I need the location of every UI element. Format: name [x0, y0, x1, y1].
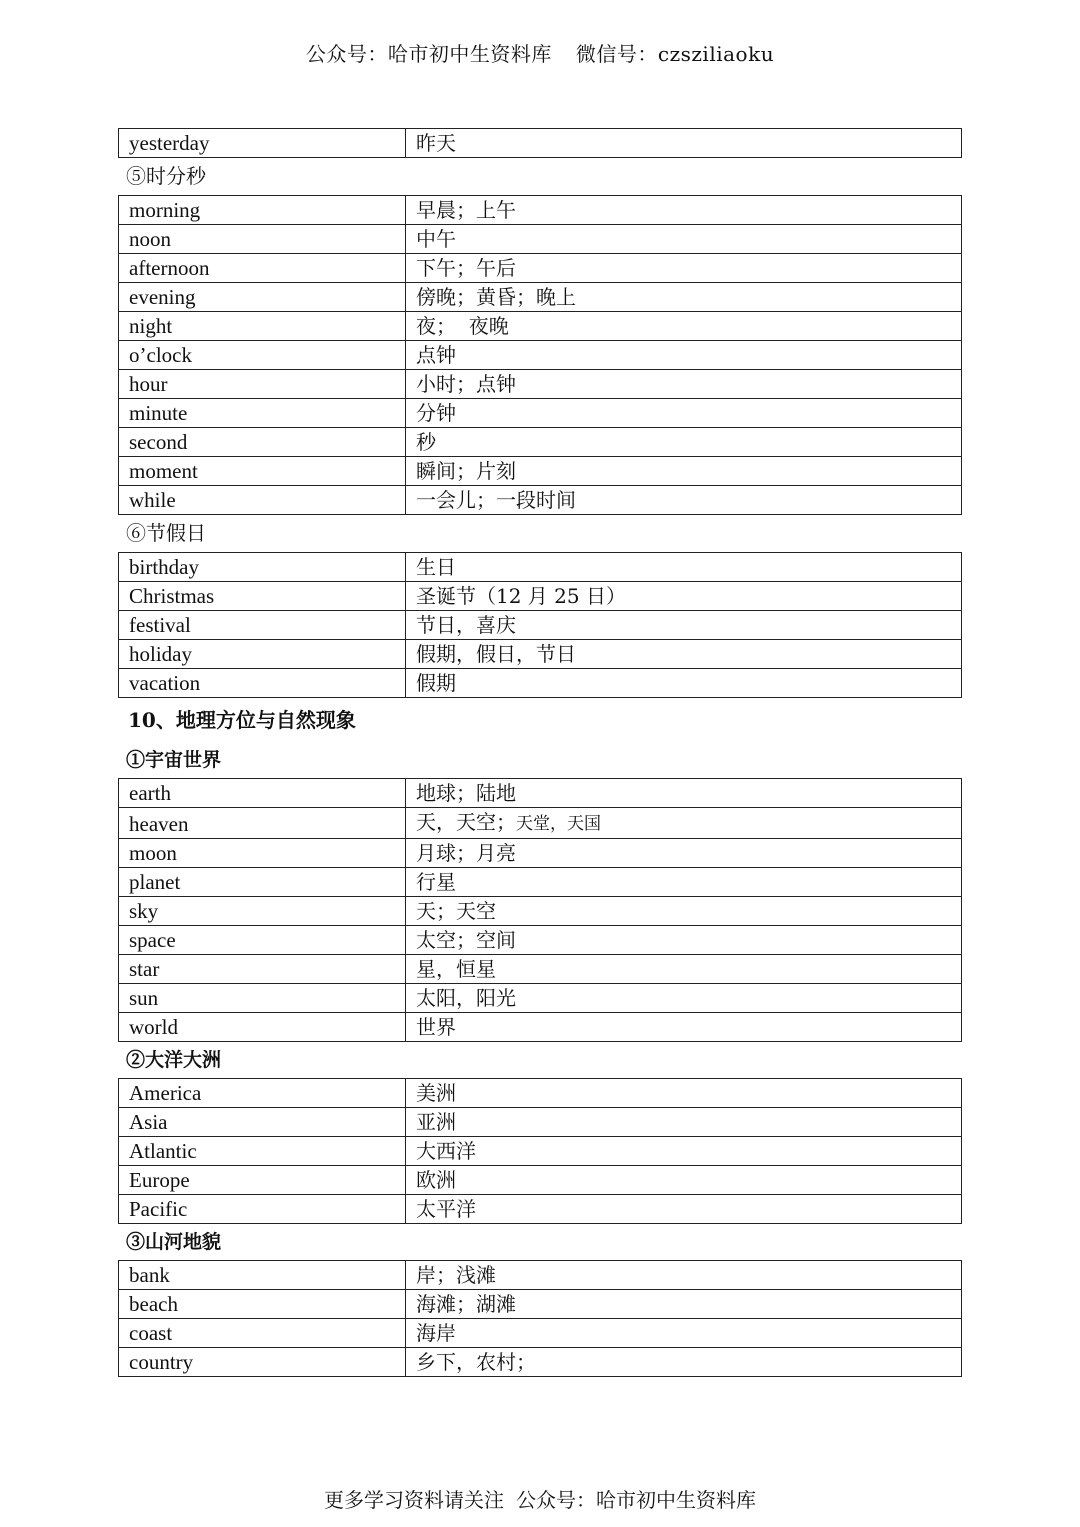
chinese-meaning: 美洲: [406, 1079, 962, 1108]
chinese-meaning: 太平洋: [406, 1195, 962, 1224]
header-wechat-id: 微信号：czsziliaoku: [575, 42, 775, 66]
header-wechat-account: 公众号：哈市初中生资料库: [305, 42, 552, 66]
table-row: [119, 897, 962, 926]
chinese-meaning: 小时；点钟: [406, 370, 962, 399]
section-heading-holiday: ⑥节假日: [126, 521, 206, 545]
table-row: [119, 1319, 962, 1348]
table-row: [119, 399, 962, 428]
english-word: o’clock: [119, 341, 406, 370]
chinese-meaning: 乡下，农村；: [406, 1348, 962, 1377]
english-word: star: [119, 955, 406, 984]
chinese-meaning: 天；天空: [406, 897, 962, 926]
table-row: [119, 955, 962, 984]
table-row: [119, 582, 962, 611]
table-row: [119, 225, 962, 254]
table-row: [119, 1166, 962, 1195]
vocab-table-top: [118, 128, 962, 158]
english-word: Christmas: [119, 582, 406, 611]
chinese-meaning: 月球；月亮: [406, 839, 962, 868]
english-word: moment: [119, 457, 406, 486]
vocab-table-universe: [118, 778, 962, 1042]
english-word: sky: [119, 897, 406, 926]
chinese-meaning: 亚洲: [406, 1108, 962, 1137]
table-row: [119, 839, 962, 868]
chinese-meaning: 大西洋: [406, 1137, 962, 1166]
table-row: [119, 611, 962, 640]
english-word: sun: [119, 984, 406, 1013]
english-word: space: [119, 926, 406, 955]
table-row: [119, 1348, 962, 1377]
english-word: morning: [119, 196, 406, 225]
chinese-meaning: 天，天空；: [416, 810, 516, 834]
chinese-meaning: 傍晚；黄昏；晚上: [406, 283, 962, 312]
table-row: [119, 1137, 962, 1166]
english-word: yesterday: [119, 129, 406, 158]
table-row: [119, 1261, 962, 1290]
english-word: heaven: [119, 808, 406, 839]
chinese-meaning: 太空；空间: [406, 926, 962, 955]
chinese-meaning: 下午；午后: [406, 254, 962, 283]
english-word: beach: [119, 1290, 406, 1319]
chinese-meaning: 瞬间；片刻: [406, 457, 962, 486]
chinese-meaning: 地球；陆地: [406, 779, 962, 808]
chinese-meaning: 点钟: [406, 341, 962, 370]
chinese-meaning: 世界: [406, 1013, 962, 1042]
chinese-meaning: 假期，假日，节日: [406, 640, 962, 669]
chinese-meaning: 行星: [406, 868, 962, 897]
table-row: [119, 283, 962, 312]
table-row: [119, 1290, 962, 1319]
english-word: country: [119, 1348, 406, 1377]
table-row: [119, 312, 962, 341]
section-heading-ocean: ②大洋大洲: [126, 1049, 222, 1071]
table-row: [119, 341, 962, 370]
chinese-meaning: 昨天: [406, 129, 962, 158]
chinese-meaning-cell: [406, 808, 962, 839]
table-row: [119, 1108, 962, 1137]
english-word: second: [119, 428, 406, 457]
vocab-table-holiday: [118, 552, 962, 698]
english-word: festival: [119, 611, 406, 640]
table-row: [119, 370, 962, 399]
english-word: planet: [119, 868, 406, 897]
table-row: [119, 1195, 962, 1224]
english-word: Asia: [119, 1108, 406, 1137]
english-word: noon: [119, 225, 406, 254]
chinese-meaning: 节日，喜庆: [406, 611, 962, 640]
table-row: [119, 428, 962, 457]
table-row: [119, 129, 962, 158]
section-heading-landform: ③山河地貌: [126, 1231, 222, 1253]
english-word: holiday: [119, 640, 406, 669]
chinese-meaning: 圣诞节（12 月 25 日）: [406, 582, 962, 611]
vocab-table-time: [118, 195, 962, 515]
vocab-table-landform: [118, 1260, 962, 1377]
chinese-meaning: 星，恒星: [406, 955, 962, 984]
chinese-meaning: 太阳，阳光: [406, 984, 962, 1013]
chinese-meaning: 分钟: [406, 399, 962, 428]
table-row: [119, 254, 962, 283]
page-header: [0, 38, 1080, 67]
section-heading-universe: ①宇宙世界: [126, 749, 222, 771]
english-word: vacation: [119, 669, 406, 698]
chinese-meaning: 欧洲: [406, 1166, 962, 1195]
page-content: [118, 128, 962, 1377]
english-word: world: [119, 1013, 406, 1042]
english-word: bank: [119, 1261, 406, 1290]
table-row: [119, 640, 962, 669]
table-row: [119, 868, 962, 897]
chinese-meaning: 假期: [406, 669, 962, 698]
chinese-meaning: 生日: [406, 553, 962, 582]
english-word: hour: [119, 370, 406, 399]
chinese-meaning-extra: 天堂，天国: [516, 814, 601, 834]
english-word: night: [119, 312, 406, 341]
table-row: [119, 1013, 962, 1042]
major-heading: 10、地理方位与自然现象: [128, 708, 356, 732]
table-row: [119, 808, 962, 839]
english-word: Pacific: [119, 1195, 406, 1224]
table-row: [119, 984, 962, 1013]
english-word: birthday: [119, 553, 406, 582]
table-row: [119, 779, 962, 808]
chinese-meaning: 中午: [406, 225, 962, 254]
table-row: [119, 926, 962, 955]
section-heading-time: ⑤时分秒: [126, 164, 206, 188]
table-row: [119, 669, 962, 698]
english-word: evening: [119, 283, 406, 312]
english-word: Atlantic: [119, 1137, 406, 1166]
chinese-meaning: 早晨；上午: [406, 196, 962, 225]
english-word: Europe: [119, 1166, 406, 1195]
chinese-meaning: 夜； 夜晚: [406, 312, 962, 341]
table-row: [119, 486, 962, 515]
footer-follow-text: 更多学习资料请关注: [324, 1488, 504, 1512]
page-footer: [0, 1484, 1080, 1513]
table-row: [119, 457, 962, 486]
chinese-meaning: 海岸: [406, 1319, 962, 1348]
english-word: coast: [119, 1319, 406, 1348]
vocab-table-ocean: [118, 1078, 962, 1224]
english-word: earth: [119, 779, 406, 808]
table-row: [119, 196, 962, 225]
chinese-meaning: 海滩；湖滩: [406, 1290, 962, 1319]
chinese-meaning: 秒: [406, 428, 962, 457]
table-row: [119, 1079, 962, 1108]
table-row: [119, 553, 962, 582]
english-word: America: [119, 1079, 406, 1108]
chinese-meaning: 岸；浅滩: [406, 1261, 962, 1290]
footer-wechat-account: 公众号：哈市初中生资料库: [516, 1488, 756, 1512]
english-word: minute: [119, 399, 406, 428]
english-word: afternoon: [119, 254, 406, 283]
english-word: while: [119, 486, 406, 515]
chinese-meaning: 一会儿；一段时间: [406, 486, 962, 515]
english-word: moon: [119, 839, 406, 868]
